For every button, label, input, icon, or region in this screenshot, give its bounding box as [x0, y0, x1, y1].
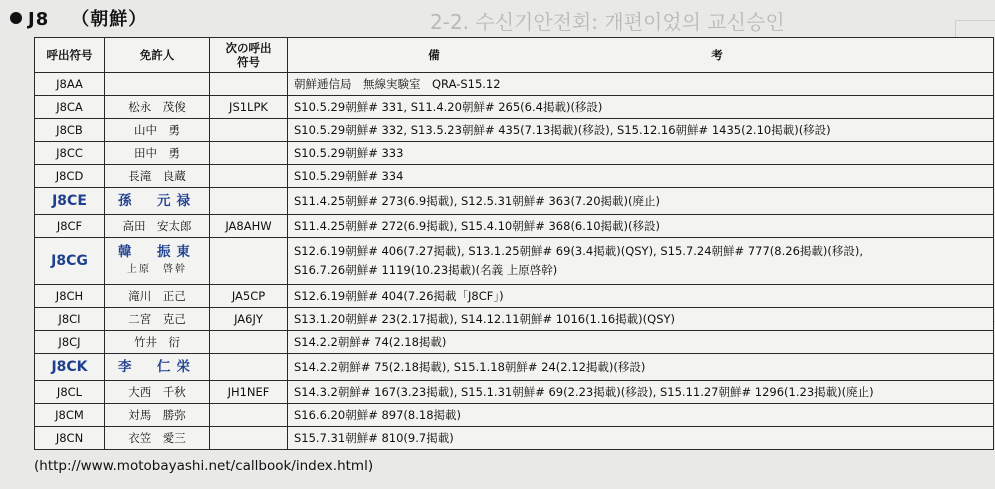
- source-url: (http://www.motobayashi.net/callbook/index.html): [34, 458, 374, 474]
- licensee-cell: [105, 73, 210, 96]
- call-cell: J8CH: [35, 285, 105, 308]
- table-row: [35, 331, 994, 354]
- licensee-alias: 上原 啓幹: [127, 264, 187, 275]
- licensee-cell: 高田 安太郎: [105, 215, 210, 238]
- table-row: [35, 427, 994, 450]
- licensee-cell: 李 仁栄: [105, 354, 210, 381]
- licensee-cell: 大西 千秋: [105, 381, 210, 404]
- bullet-icon: [10, 12, 22, 24]
- next-call-cell: [210, 142, 288, 165]
- note-cell: S11.4.25朝鮮# 273(6.9掲載), S12.5.31朝鮮# 363(7.20掲載)(廃止): [288, 188, 994, 215]
- table-row: [35, 119, 994, 142]
- call-cell: J8CD: [35, 165, 105, 188]
- next-call-cell: [210, 188, 288, 215]
- next-call-cell: JA6JY: [210, 308, 288, 331]
- table-header-row: [35, 38, 994, 73]
- table-row: [35, 354, 994, 381]
- call-cell: J8CA: [35, 96, 105, 119]
- table-row: [35, 73, 994, 96]
- call-cell: J8CG: [35, 238, 105, 285]
- note-cell: S10.5.29朝鮮# 331, S11.4.20朝鮮# 265(6.4掲載)(移設): [288, 96, 994, 119]
- next-call-cell: [210, 427, 288, 450]
- licensee-cell: 孫 元禄: [105, 188, 210, 215]
- next-call-cell: JA8AHW: [210, 215, 288, 238]
- licensee-cell: 松永 茂俊: [105, 96, 210, 119]
- next-call-cell: [210, 73, 288, 96]
- next-call-cell: [210, 354, 288, 381]
- table-row: [35, 285, 994, 308]
- next-call-cell: JH1NEF: [210, 381, 288, 404]
- call-cell: J8CB: [35, 119, 105, 142]
- table-row: [35, 381, 994, 404]
- next-call-cell: [210, 165, 288, 188]
- note-cell: S10.5.29朝鮮# 333: [288, 142, 994, 165]
- call-cell: J8AA: [35, 73, 105, 96]
- bleed-through-text: 2-2. 수신기안전회: 개편이었의 교신승인: [430, 10, 785, 34]
- call-cell: J8CF: [35, 215, 105, 238]
- note-cell: S14.2.2朝鮮# 74(2.18掲載): [288, 331, 994, 354]
- licensee-cell: [105, 238, 210, 285]
- note-cell: S15.7.31朝鮮# 810(9.7掲載): [288, 427, 994, 450]
- next-call-cell: JS1LPK: [210, 96, 288, 119]
- call-cell: J8CI: [35, 308, 105, 331]
- next-call-cell: [210, 404, 288, 427]
- call-cell: J8CN: [35, 427, 105, 450]
- header-licensee: 免許人: [105, 38, 210, 73]
- licensee-cell: 衣笠 愛三: [105, 427, 210, 450]
- note-cell: S14.2.2朝鮮# 75(2.18掲載), S15.1.18朝鮮# 24(2.12掲載)(移設): [288, 354, 994, 381]
- licensee-name: 韓 振東: [118, 244, 196, 260]
- note-cell: S12.6.19朝鮮# 404(7.26掲載「J8CF」): [288, 285, 994, 308]
- note-cell: S14.3.2朝鮮# 167(3.23掲載), S15.1.31朝鮮# 69(2.23掲載)(移設), S15.11.27朝鮮# 1296(1.23掲載)(廃止): [288, 381, 994, 404]
- note-line: S12.6.19朝鮮# 406(7.27掲載), S13.1.25朝鮮# 69(3.4掲載)(QSY), S15.7.24朝鮮# 777(8.26掲載)(移設),: [294, 244, 864, 258]
- note-cell: S11.4.25朝鮮# 272(6.9掲載), S15.4.10朝鮮# 368(6.10掲載)(移設): [288, 215, 994, 238]
- table-row: [35, 188, 994, 215]
- call-cell: J8CJ: [35, 331, 105, 354]
- table-row: [35, 215, 994, 238]
- licensee-cell: 滝川 正己: [105, 285, 210, 308]
- table-row: [35, 165, 994, 188]
- table-row: [35, 238, 994, 285]
- callsign-table: [34, 37, 994, 450]
- call-cell: J8CL: [35, 381, 105, 404]
- note-cell: S10.5.29朝鮮# 334: [288, 165, 994, 188]
- note-cell: [288, 238, 994, 285]
- table-row: [35, 404, 994, 427]
- note-cell: S16.6.20朝鮮# 897(8.18掲載): [288, 404, 994, 427]
- table-row: [35, 142, 994, 165]
- call-cell: J8CK: [35, 354, 105, 381]
- note-cell: S13.1.20朝鮮# 23(2.17掲載), S14.12.11朝鮮# 1016(1.16掲載)(QSY): [288, 308, 994, 331]
- heading-code: J8: [28, 9, 50, 30]
- next-call-cell: [210, 119, 288, 142]
- table-row: [35, 308, 994, 331]
- next-call-cell: JA5CP: [210, 285, 288, 308]
- table-row: [35, 96, 994, 119]
- licensee-cell: 山中 勇: [105, 119, 210, 142]
- note-cell: S10.5.29朝鮮# 332, S13.5.23朝鮮# 435(7.13掲載)(移設), S15.12.16朝鮮# 1435(2.10掲載)(移設): [288, 119, 994, 142]
- licensee-cell: 田中 勇: [105, 142, 210, 165]
- licensee-cell: 竹井 衍: [105, 331, 210, 354]
- heading-region: （朝鮮）: [71, 9, 148, 30]
- next-call-cell: [210, 331, 288, 354]
- call-cell: J8CC: [35, 142, 105, 165]
- licensee-cell: 対馬 勝弥: [105, 404, 210, 427]
- note-line: S16.7.26朝鮮# 1119(10.23掲載)(名義 上原啓幹): [294, 263, 558, 277]
- note-cell: 朝鮮逓信局 無線実験室 QRA-S15.12: [288, 73, 994, 96]
- header-note: 備 考: [288, 38, 994, 73]
- licensee-cell: 長滝 良蔵: [105, 165, 210, 188]
- page-heading: [10, 5, 147, 31]
- call-cell: J8CE: [35, 188, 105, 215]
- header-call: 呼出符号: [35, 38, 105, 73]
- header-next-call: 次の呼出 符号: [210, 38, 288, 73]
- next-call-cell: [210, 238, 288, 285]
- licensee-cell: 二宮 克己: [105, 308, 210, 331]
- call-cell: J8CM: [35, 404, 105, 427]
